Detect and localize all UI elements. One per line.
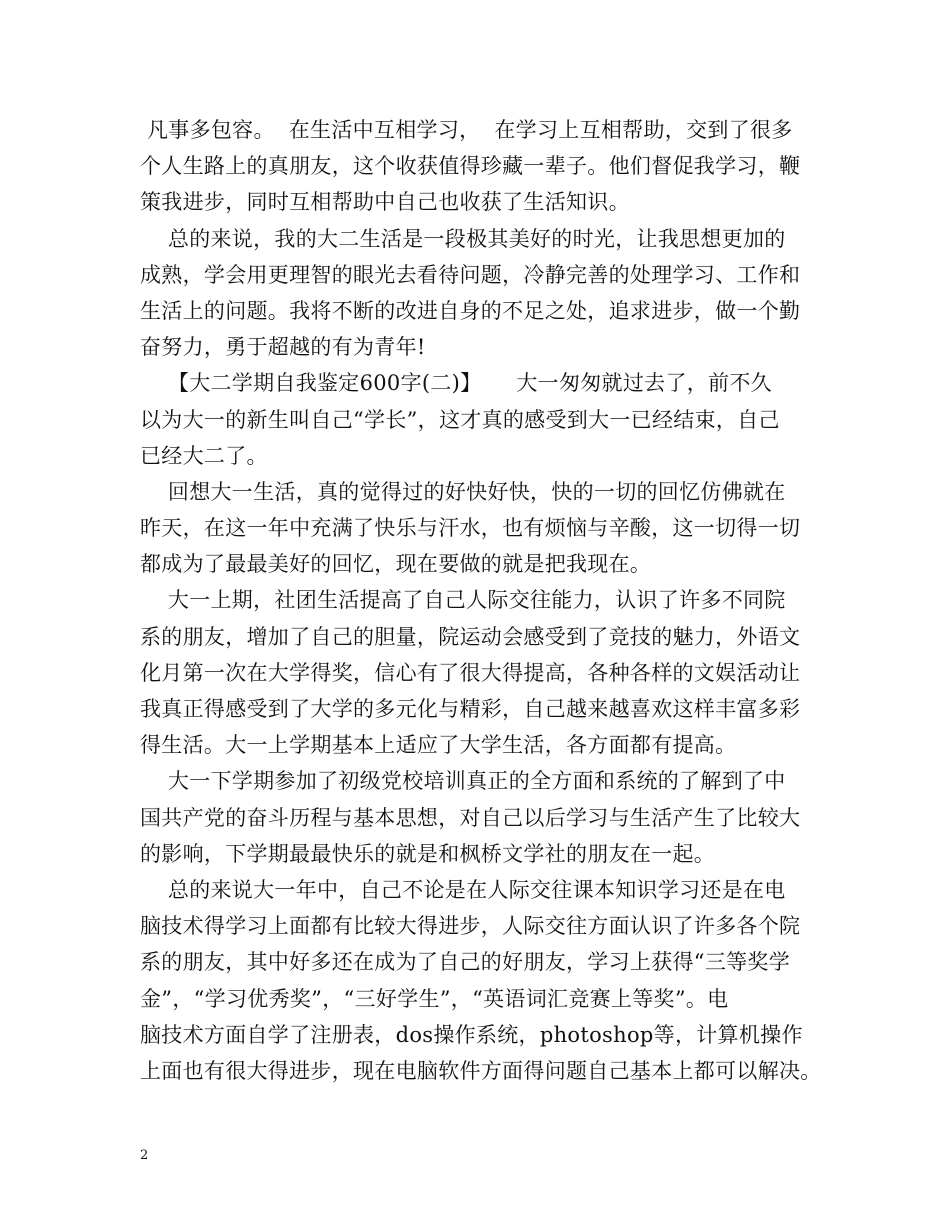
text-line: 都成为了最最美好的回忆，现在要做的就是把我现在。 [140, 552, 652, 577]
section-heading-line: 【大二学期自我鉴定600字(二)】 大一匆匆就过去了，前不久 [140, 371, 772, 396]
body-text [140, 112, 830, 1089]
text-line: 以为大一的新生叫自己“学长”，这才真的感受到大一已经结束，自己 [140, 407, 780, 432]
text-line: 大一上期，社团生活提高了自己人际交往能力，认识了许多不同院 [140, 588, 786, 613]
text-line: 个人生路上的真朋友，这个收获值得珍藏一辈子。他们督促我学习，鞭 [140, 154, 801, 179]
text-line: 得生活。大一上学期基本上适应了大学生活，各方面都有提高。 [140, 733, 737, 758]
text-line: 策我进步，同时互相帮助中自己也收获了生活知识。 [140, 190, 630, 215]
text-line: 已经大二了。 [140, 443, 268, 468]
text-line: 系的朋友，增加了自己的胆量，院运动会感受到了竞技的魅力，外语文 [140, 624, 801, 649]
text-line: 系的朋友，其中好多还在成为了自己的好朋友，学习上获得“三等奖学 [140, 950, 791, 975]
text-line: 总的来说，我的大二生活是一段极其美好的时光，让我思想更加的 [140, 226, 786, 251]
text-line: 国共产党的奋斗历程与基本思想，对自己以后学习与生活产生了比较大 [140, 805, 801, 830]
text-line: 奋努力，勇于超越的有为青年! [140, 335, 426, 360]
text-line: 的影响，下学期最最快乐的就是和枫桥文学社的朋友在一起。 [140, 841, 716, 866]
text-line: 化月第一次在大学得奖，信心有了很大得提高，各种各样的文娱活动让 [140, 660, 801, 685]
text-line: 大一下学期参加了初级党校培训真正的全方面和系统的了解到了中 [140, 769, 786, 794]
text-line: 我真正得感受到了大学的多元化与精彩，自己越来越喜欢这样丰富多彩 [140, 697, 801, 721]
text-line: 金”，“学习优秀奖”，“三好学生”，“英语词汇竞赛上等奖”。电 [140, 986, 729, 1011]
text-line: 生活上的问题。我将不断的改进自身的不足之处，追求进步，做一个勤 [140, 298, 801, 323]
text-line: 凡事多包容。 在生活中互相学习， 在学习上互相帮助，交到了很多 [140, 118, 793, 142]
text-line: 上面也有很大得进步，现在电脑软件方面得问题自己基本上都可以解决。 [140, 1058, 822, 1083]
page-number: 2 [140, 1148, 149, 1163]
text-line: 总的来说大一年中，自己不论是在人际交往课本知识学习还是在电 [140, 877, 786, 902]
text-line: 昨天，在这一年中充满了快乐与汗水，也有烦恼与辛酸，这一切得一切 [140, 516, 801, 541]
text-line: 回想大一生活，真的觉得过的好快好快，快的一切的回忆仿佛就在 [140, 479, 786, 504]
text-line: 脑技术得学习上面都有比较大得进步，人际交往方面认识了许多各个院 [140, 914, 801, 939]
text-line: 成熟，学会用更理智的眼光去看待问题，冷静完善的处理学习、工作和 [140, 262, 801, 287]
text-line: 脑技术方面自学了注册表，dos操作系统，photoshop等，计算机操作 [140, 1022, 803, 1047]
